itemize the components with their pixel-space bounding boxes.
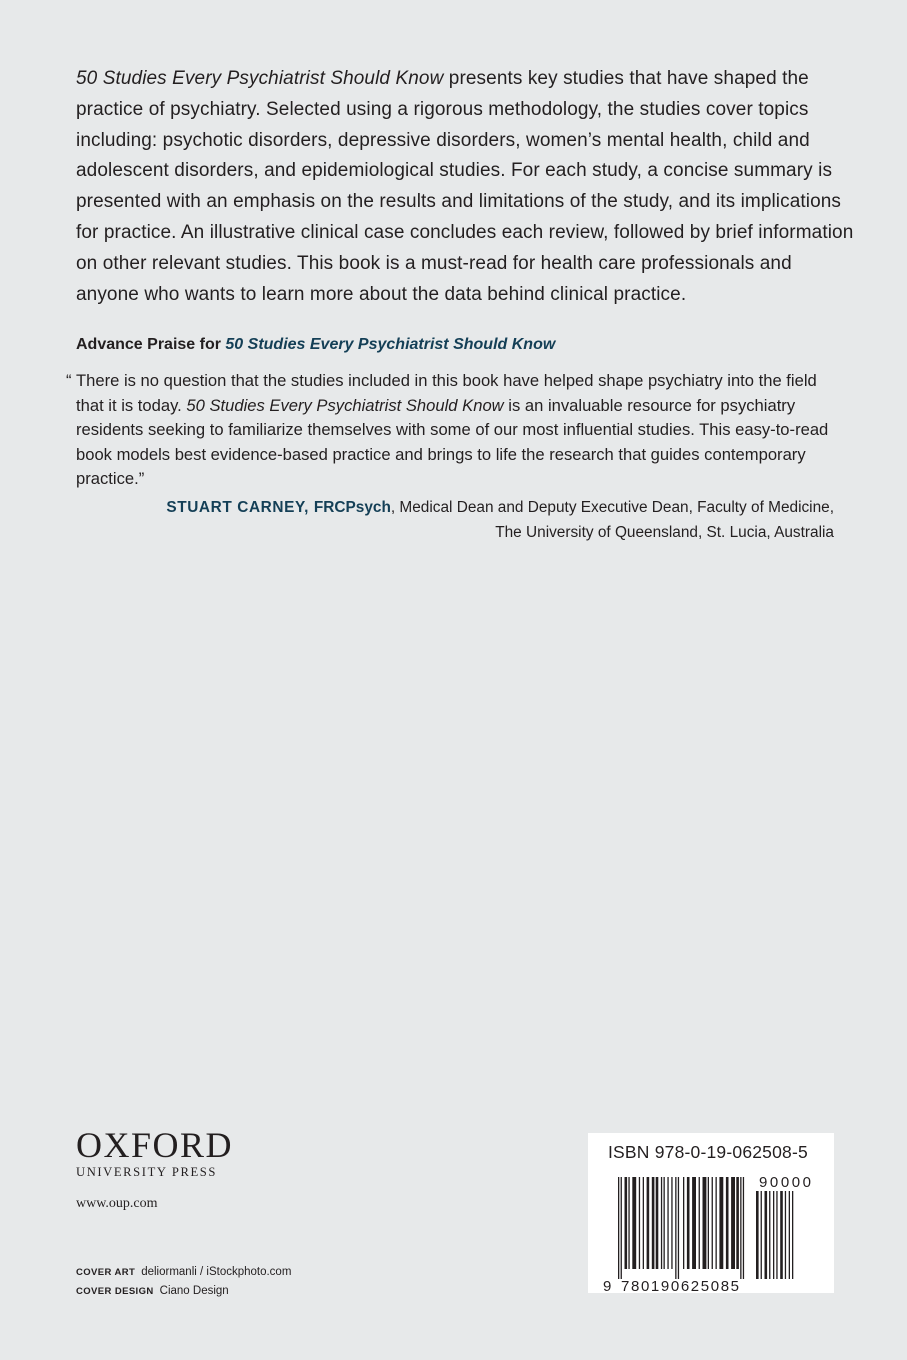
barcode-bar [716, 1177, 717, 1269]
barcode-bar [621, 1177, 622, 1279]
praise-heading-prefix: Advance Praise for [76, 336, 226, 353]
barcode-bar [761, 1191, 762, 1279]
barcode-bar [785, 1191, 786, 1279]
barcode-bar [780, 1191, 783, 1279]
barcode-bar [618, 1177, 619, 1279]
attribution-name: STUART CARNEY, [166, 499, 314, 516]
praise-quote [66, 369, 846, 492]
barcode-bar [765, 1191, 768, 1279]
barcode-bars [618, 1177, 744, 1279]
barcode-addon-bars [756, 1191, 793, 1279]
quote-book-title: 50 Studies Every Psychiatrist Should Know [186, 395, 504, 415]
quote-text-part2: is an invaluable resource for psychiatry residents seeking to familiarize themselves with some of our most influential studies. This easy-to-read book models best evidence-based practice and brings to life the research that guides contemporary practice.” [76, 395, 829, 489]
quote-body [66, 369, 846, 492]
barcode-bar [769, 1191, 770, 1279]
barcode-bar [683, 1177, 684, 1269]
barcode-bar [643, 1177, 644, 1269]
barcode-bar [740, 1177, 741, 1279]
barcode-bar [726, 1177, 729, 1269]
barcode-bar [699, 1177, 700, 1269]
quote-text-part1: There is no question that the studies included in this book have helped shape psychiatry into the field that it is today. [76, 371, 817, 415]
cover-credits [76, 1263, 291, 1301]
barcode-bar [692, 1177, 696, 1269]
barcode-addon-digits: 90000 [759, 1174, 811, 1191]
barcode-bar [712, 1177, 713, 1269]
barcode-bar [647, 1177, 650, 1269]
attribution-role: , Medical Dean and Deputy Executive Dean, Faculty of Medicine, [390, 499, 834, 516]
barcode-bar [652, 1177, 655, 1269]
book-title-italic: 50 Studies Every Psychiatrist Should Know [76, 68, 444, 89]
barcode-bar [731, 1177, 735, 1269]
barcode-bar [625, 1177, 628, 1269]
praise-heading [76, 336, 555, 354]
publisher-name: OXFORD [76, 1125, 234, 1165]
barcode-digits: 780190625085 [621, 1278, 739, 1293]
barcode-bar [736, 1177, 739, 1269]
barcode-bar [667, 1177, 668, 1269]
barcode-lead-digit: 9 [603, 1278, 612, 1293]
praise-heading-title: 50 Studies Every Psychiatrist Should Know [225, 336, 556, 353]
publisher-subtitle: UNIVERSITY PRESS [76, 1165, 217, 1179]
attribution-affiliation: The University of Queensland, St. Lucia, Australia [495, 523, 834, 541]
barcode-bar [708, 1177, 709, 1269]
barcode-bar [719, 1177, 723, 1269]
barcode-bar [664, 1177, 665, 1269]
barcode-bar [776, 1191, 777, 1279]
barcode-bar [661, 1177, 662, 1269]
barcode-bar [671, 1177, 672, 1269]
barcode-bar [656, 1177, 659, 1269]
book-description [76, 64, 856, 310]
barcode-bar [703, 1177, 707, 1269]
barcode-bar [628, 1177, 629, 1269]
publisher-url: www.oup.com [76, 1196, 158, 1211]
barcode-bar [632, 1177, 636, 1269]
barcode-bar [675, 1177, 676, 1279]
barcode-graphic [588, 1133, 834, 1293]
barcode-bar [773, 1191, 774, 1279]
cover-design-credit [76, 1282, 291, 1301]
attribution-credential: FRCPsych [313, 499, 391, 516]
isbn-barcode-box [588, 1133, 834, 1293]
barcode-bar [743, 1177, 744, 1279]
quote-open-mark: “ [66, 371, 72, 390]
barcode-bar [678, 1177, 679, 1279]
cover-art-credit [76, 1263, 291, 1282]
barcode-bar [687, 1177, 690, 1269]
barcode-bar [756, 1191, 759, 1279]
cover-art-label: COVER ART [76, 1267, 136, 1278]
cover-design-label: COVER DESIGN [76, 1286, 154, 1297]
publisher-logo [76, 1127, 233, 1180]
barcode-bar [792, 1191, 793, 1279]
isbn-label: ISBN 978-0-19-062508-5 [608, 1142, 808, 1162]
cover-art-value: deliormanli / iStockphoto.com [141, 1266, 292, 1278]
description-text: presents key studies that have shaped the practice of psychiatry. Selected using a rigorous methodology, the studies cover topics including: psychotic disorders, depressive disorders, women’s mental health, child and adolescent disorders, and epidemiological studies. For each study, a concise summary is presented with an emphasis on the results and limitations of the study, and its implications for practice. An illustrative clinical case concludes each review, followed by brief information on other relevant studies. This book is a must-read for health care professionals and anyone who wants to learn more about the data behind clinical practice. [76, 68, 854, 305]
barcode-bar [639, 1177, 640, 1269]
praise-attribution [74, 496, 834, 545]
barcode-bar [789, 1191, 790, 1279]
cover-design-value: Ciano Design [159, 1285, 229, 1297]
